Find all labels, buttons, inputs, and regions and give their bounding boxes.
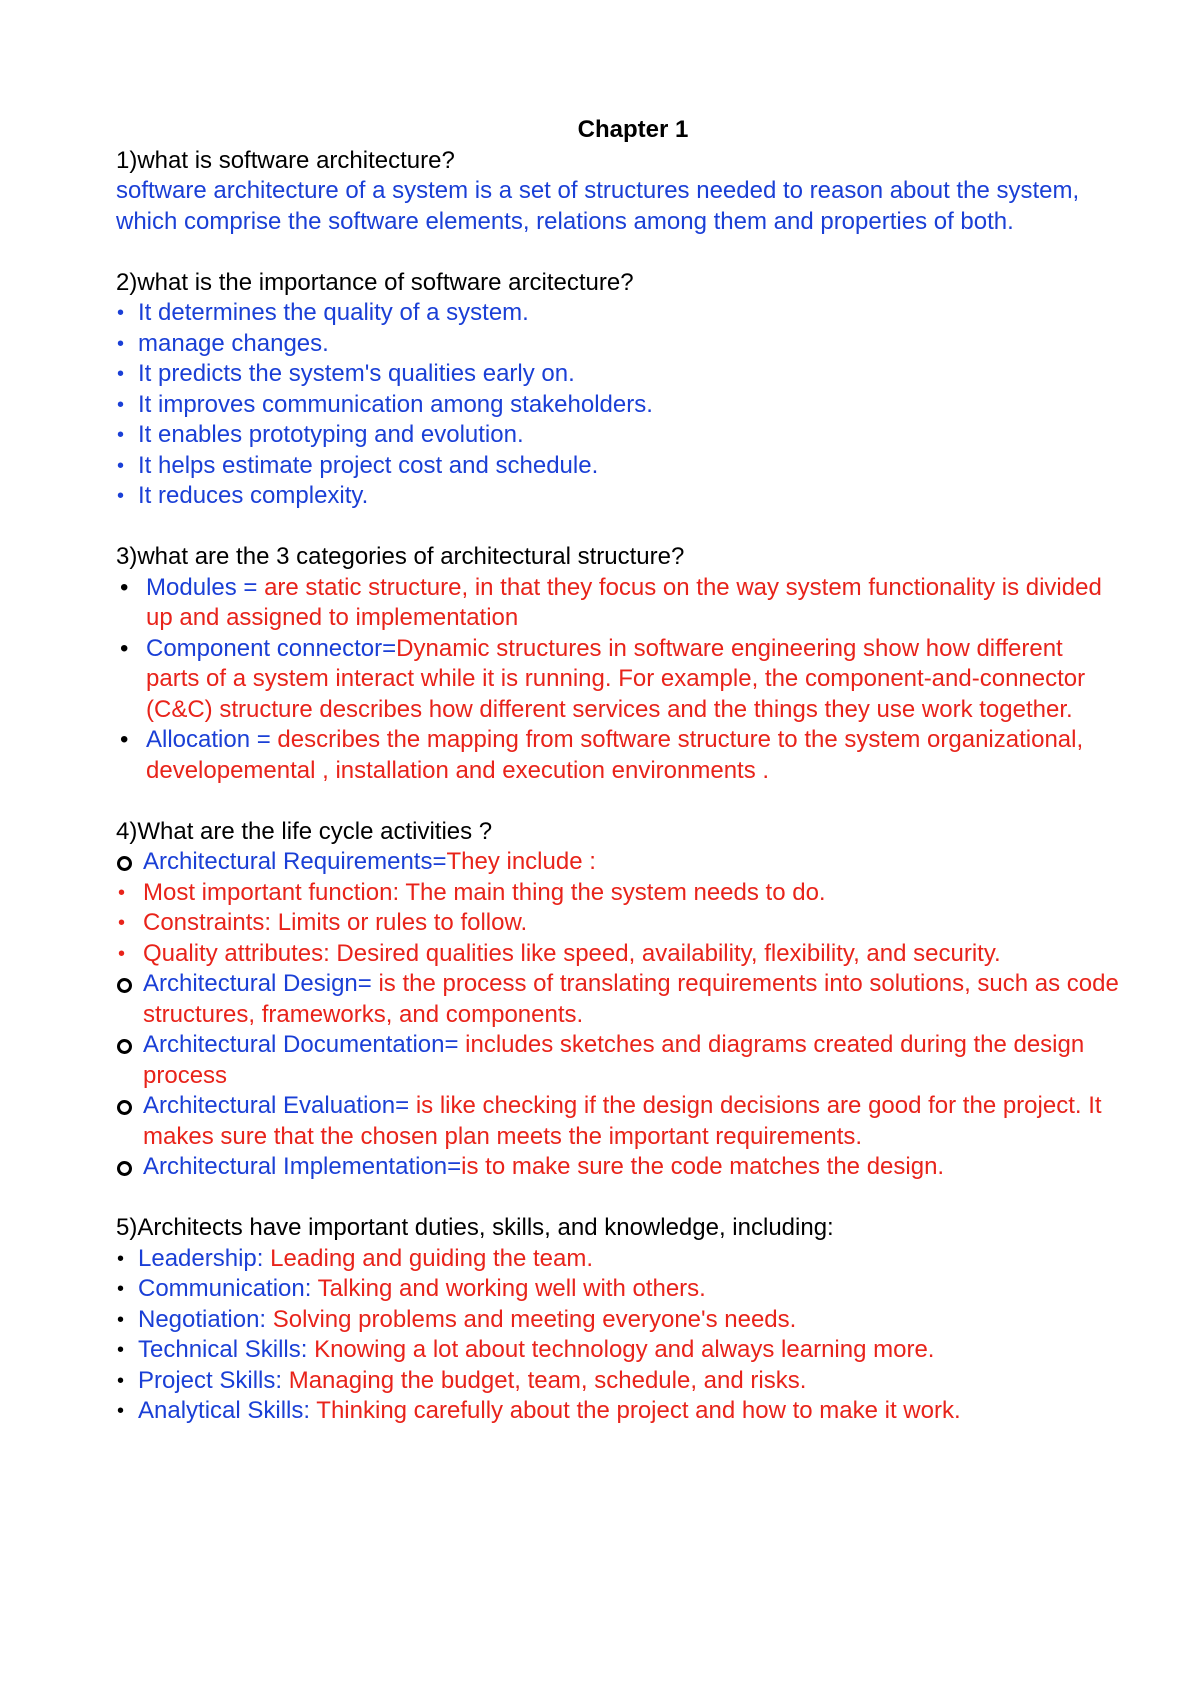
list-item: • Most important function: The main thing the system needs to do. — [116, 878, 1120, 909]
circle-bullet-icon — [117, 1161, 132, 1176]
bullet-icon: • — [117, 1369, 125, 1392]
bullet-icon: • — [117, 1339, 125, 1361]
importance-list — [116, 298, 1120, 512]
circle-bullet-icon — [117, 978, 132, 993]
list-item: • Technical Skills: Knowing a lot about technology and always learning more. — [116, 1335, 1120, 1366]
bullet-icon: • — [117, 1247, 125, 1270]
list-item: • Analytical Skills: Thinking carefully about the project and how to make it work. — [116, 1396, 1120, 1427]
list-item: • Quality attributes: Desired qualities like speed, availability, flexibility, and security. — [116, 939, 1120, 970]
list-item: • It enables prototyping and evolution. — [116, 420, 1120, 451]
bullet-icon: • — [120, 634, 129, 662]
bullet-icon: • — [117, 1278, 125, 1300]
list-item: • It reduces complexity. — [116, 481, 1120, 512]
bullet-icon: • — [117, 1400, 125, 1422]
bullet-icon: • — [117, 424, 125, 446]
list-item: • It determines the quality of a system. — [116, 298, 1120, 329]
list-item: • Component connector=Dynamic structures in software engineering show how different parts of a system interact while it is running. For example, the component-and-connector (C&C) structure describes how different services and the things they use work together. — [120, 634, 1086, 723]
answer-1: software architecture of a system is a set of structures needed to reason about the system, which comprise the software elements, relations among them and properties of both. — [116, 177, 1080, 235]
architect-skills-list — [116, 1244, 1120, 1427]
list-item: • It improves communication among stakeholders. — [116, 390, 1120, 421]
structure-categories-list — [116, 573, 1120, 787]
list-item: • manage changes. — [116, 329, 1120, 360]
list-item: Architectural Documentation= includes sketches and diagrams created during the design process — [116, 1030, 1120, 1091]
list-item: • Allocation = describes the mapping from software structure to the system organizational, developemental , installation and execution environments . — [120, 726, 1084, 784]
list-item: Architectural Design= is the process of translating requirements into solutions, such as code structures, frameworks, and components. — [116, 969, 1120, 1030]
list-item: • Constraints: Limits or rules to follow. — [116, 908, 1120, 939]
question-5: 5)Architects have important duties, skills, and knowledge, including: — [116, 1214, 834, 1241]
bullet-icon: • — [118, 942, 126, 965]
list-item: Architectural Evaluation= is like checking if the design decisions are good for the project. It makes sure that the chosen plan meets the important requirements. — [116, 1091, 1120, 1152]
list-item: • It predicts the system's qualities early on. — [116, 359, 1120, 390]
question-3: 3)what are the 3 categories of architectural structure? — [116, 543, 685, 570]
list-item: • It helps estimate project cost and schedule. — [116, 451, 1120, 482]
bullet-icon: • — [117, 393, 125, 416]
bullet-icon: • — [117, 454, 125, 477]
question-2: 2)what is the importance of software arcitecture? — [116, 268, 634, 296]
list-item: • Negotiation: Solving problems and meeting everyone's needs. — [116, 1305, 1120, 1336]
life-cycle-list — [116, 847, 1120, 1183]
bullet-icon: • — [117, 363, 125, 385]
list-item: • Leadership: Leading and guiding the team. — [116, 1244, 1120, 1275]
question-1: 1)what is software architecture? — [116, 146, 455, 174]
bullet-icon: • — [118, 881, 126, 904]
circle-bullet-icon — [117, 856, 132, 871]
bullet-icon: • — [120, 573, 129, 601]
question-4: 4)What are the life cycle activities ? — [116, 817, 493, 845]
bullet-icon: • — [117, 302, 125, 324]
bullet-icon: • — [117, 332, 125, 355]
list-item: • Modules = are static structure, in that they focus on the way system functionality is divided up and assigned to implementation — [120, 573, 1102, 631]
circle-bullet-icon — [117, 1100, 132, 1115]
bullet-icon: • — [120, 726, 129, 753]
list-item: • Communication: Talking and working well with others. — [116, 1274, 1120, 1305]
page-title: Chapter 1 — [577, 116, 689, 143]
bullet-icon: • — [117, 1308, 125, 1331]
circle-bullet-icon — [117, 1039, 132, 1054]
list-item: Architectural Implementation=is to make sure the code matches the design. — [116, 1152, 1120, 1183]
bullet-icon: • — [118, 912, 126, 934]
list-item: • Project Skills: Managing the budget, team, schedule, and risks. — [116, 1366, 1120, 1397]
list-item: Architectural Requirements=They include : — [116, 847, 1120, 878]
bullet-icon: • — [117, 485, 125, 507]
